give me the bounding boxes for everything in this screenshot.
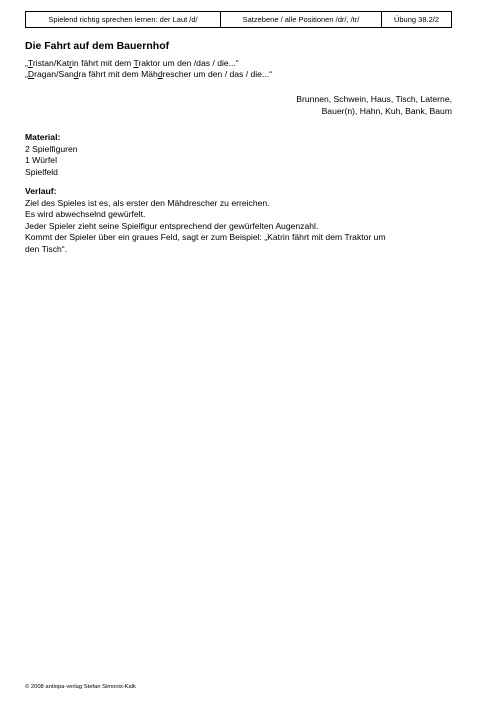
verlauf-line: Es wird abwechselnd gewürfelt. [25, 209, 146, 220]
verlauf-line: Ziel des Spieles ist es, als erster den Mähdrescher zu erreichen. [25, 197, 270, 208]
header-level: Satzebene / alle Positionen /dr/, /tr/ [221, 12, 382, 27]
word-list-line-2: Bauer(n), Hahn, Kuh, Bank, Baum [321, 105, 452, 116]
header-series-title: Spielend richtig sprechen lernen: der Laut /d/ [26, 12, 221, 27]
material-section [25, 132, 455, 178]
material-item: 1 Würfel [25, 155, 57, 166]
material-item: Spielfeld [25, 166, 58, 177]
verlauf-section [25, 186, 455, 256]
copyright-footer: © 2008 antiopa-verlag Stefan Simonis-Kalk [25, 684, 136, 690]
word-list [296, 94, 452, 117]
example-sentence-1: „Tristan/Katrin fährt mit dem Traktor um den /das / die...“ [25, 58, 239, 68]
material-heading: Material: [25, 132, 61, 142]
page-title: Die Fahrt auf dem Bauernhof [25, 40, 170, 52]
material-item: 2 Spielfiguren [25, 143, 78, 154]
word-list-line-1: Brunnen, Schwein, Haus, Tisch, Laterne, [296, 94, 452, 104]
example-sentence-2: „Dragan/Sandra fährt mit dem Mähdrescher um den / das / die...“ [25, 69, 272, 79]
verlauf-line: Kommt der Spieler über ein graues Feld, sagt er zum Beispiel: „Katrin fährt mit dem Traktor um [25, 232, 386, 243]
verlauf-line: Jeder Spieler zieht seine Spielfigur entsprechend der gewürfelten Augenzahl. [25, 220, 319, 231]
verlauf-line: den Tisch“. [25, 243, 68, 254]
header-exercise-number: Übung 38.2/2 [393, 15, 440, 24]
example-sentences [25, 58, 272, 80]
header-table [25, 11, 452, 28]
verlauf-heading: Verlauf: [25, 186, 57, 196]
